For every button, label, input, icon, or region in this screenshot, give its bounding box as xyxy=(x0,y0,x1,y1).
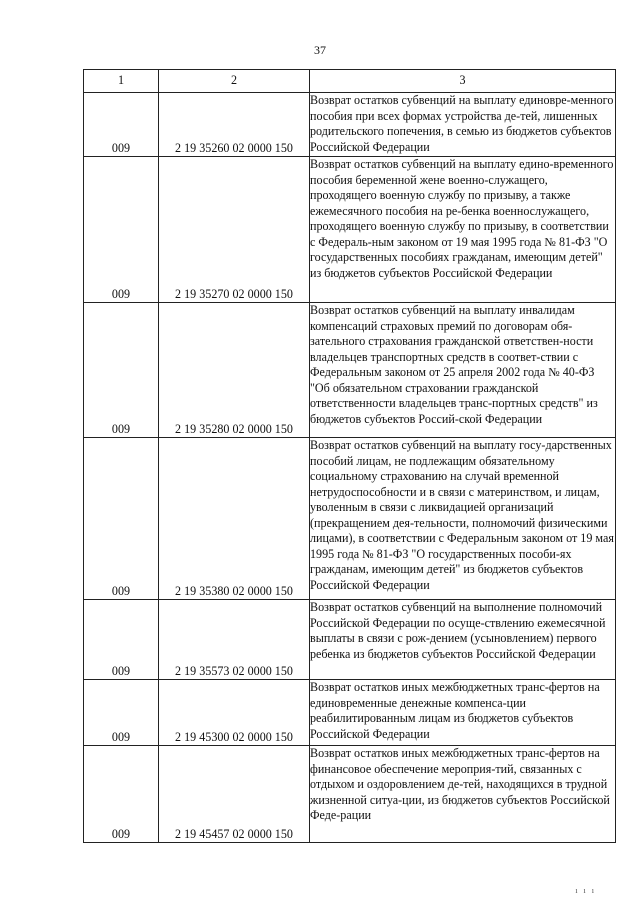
table-row xyxy=(84,746,616,843)
admin-code-cell: 009 xyxy=(84,93,159,157)
budget-code-cell: 2 19 35380 02 0000 150 xyxy=(159,438,310,600)
column-header-2: 2 xyxy=(159,70,310,93)
budget-code-cell: 2 19 35573 02 0000 150 xyxy=(159,600,310,680)
description-cell: Возврат остатков субвенций на выполнение полномочий Российской Федерации по осуще-ствлению ежемесячной выплаты в связи с рож-дением (усыновлением) первого ребенка из бюджетов субъектов Российской Федерации xyxy=(310,600,616,680)
admin-code-cell: 009 xyxy=(84,438,159,600)
budget-code-cell: 2 19 35270 02 0000 150 xyxy=(159,157,310,303)
budget-code-cell: 2 19 35280 02 0000 150 xyxy=(159,303,310,438)
table-row xyxy=(84,157,616,303)
scan-footer-mark: ı ı ı xyxy=(575,886,596,895)
page-number: 37 xyxy=(314,43,326,57)
table-header-row xyxy=(84,70,616,93)
description-cell: Возврат остатков субвенций на выплату единовре-менного пособия при всех формах устройства де-тей, лишенных родительского попечения, в семью из бюджетов субъектов Российской Федерации xyxy=(310,93,616,157)
budget-code-cell: 2 19 35260 02 0000 150 xyxy=(159,93,310,157)
table-row xyxy=(84,93,616,157)
column-header-1: 1 xyxy=(84,70,159,93)
description-cell: Возврат остатков иных межбюджетных транс-фертов на финансовое обеспечение мероприя-тий, связанных с отдыхом и оздоровлением де-тей, находящихся в трудной жизненной ситуа-ции, из бюджетов субъектов Российской Феде-рации xyxy=(310,746,616,843)
budget-codes-table xyxy=(83,69,616,843)
admin-code-cell: 009 xyxy=(84,600,159,680)
column-header-3: 3 xyxy=(310,70,616,93)
description-cell: Возврат остатков субвенций на выплату едино-временного пособия беременной жене военно-служащего, проходящего военную службу по призыву, а также ежемесячного пособия на ре-бенка военнослужащего, проходящего военную службу по призыву, в соответствии с Федераль-ным законом от 19 мая 1995 года № 81-ФЗ "О государственных пособиях гражданам, имеющим детей" из бюджетов субъектов Российской Федерации xyxy=(310,157,616,303)
description-cell: Возврат остатков иных межбюджетных транс-фертов на единовременные денежные компенса-ции реабилитированным лицам из бюджетов субъектов Российской Федерации xyxy=(310,680,616,746)
table-row xyxy=(84,600,616,680)
description-cell: Возврат остатков субвенций на выплату госу-дарственных пособий лицам, не подлежащим обязательному социальному страхованию на случай временной нетрудоспособности и в связи с материнством, и лицам, уволенным в связи с ликвидацией организаций (прекращением дея-тельности, полномочий физическими лицами), в соответствии с Федеральным законом от 19 мая 1995 года № 81-ФЗ "О государственных пособи-ях гражданам, имеющим детей" из бюджетов субъектов Российской Федерации xyxy=(310,438,616,600)
table-row xyxy=(84,303,616,438)
description-cell: Возврат остатков субвенций на выплату инвалидам компенсаций страховых премий по договорам обя-зательного страхования гражданской ответствен-ности владельцев транспортных средств в соответ-ствии с Федеральным законом от 25 апреля 2002 года № 40-ФЗ "Об обязательном страховании гражданской ответственности владельцев транс-портных средств" из бюджетов субъектов Россий-ской Федерации xyxy=(310,303,616,438)
table-row xyxy=(84,680,616,746)
admin-code-cell: 009 xyxy=(84,746,159,843)
admin-code-cell: 009 xyxy=(84,303,159,438)
admin-code-cell: 009 xyxy=(84,157,159,303)
budget-code-cell: 2 19 45300 02 0000 150 xyxy=(159,680,310,746)
table-row xyxy=(84,438,616,600)
admin-code-cell: 009 xyxy=(84,680,159,746)
budget-code-cell: 2 19 45457 02 0000 150 xyxy=(159,746,310,843)
